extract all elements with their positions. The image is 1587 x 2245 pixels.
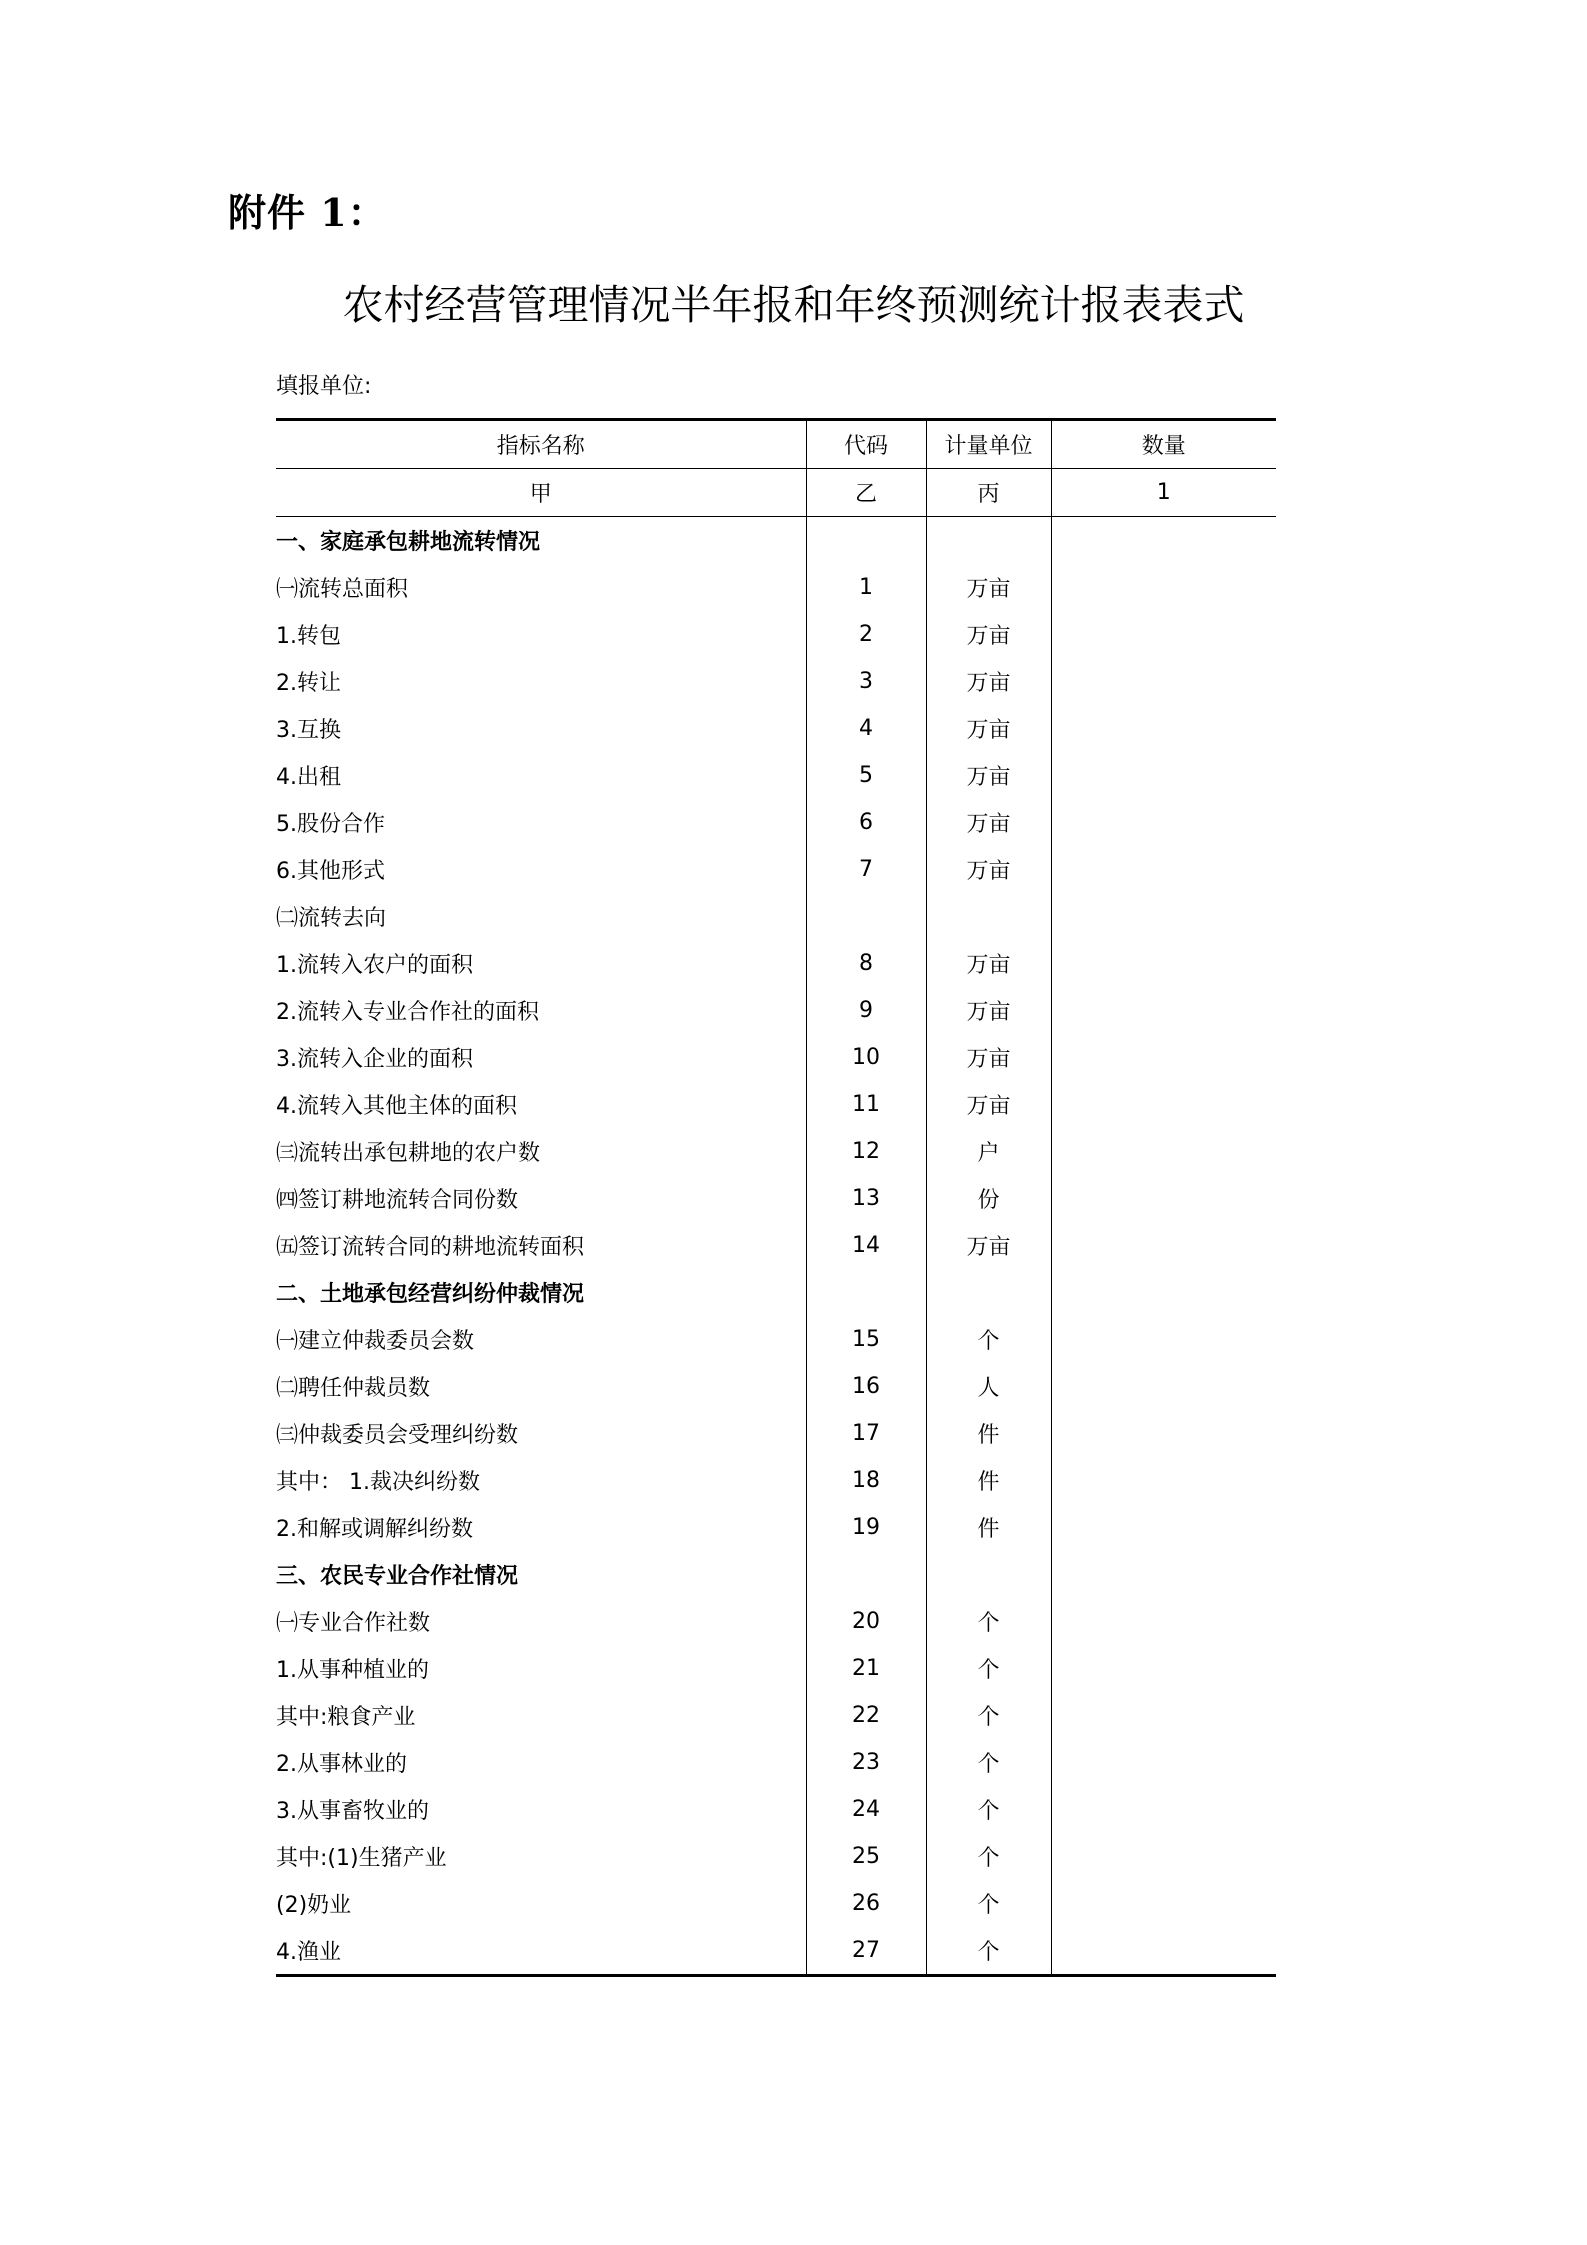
row-indicator-name: 2.转让 — [276, 671, 341, 696]
row-quantity-input[interactable] — [1051, 1034, 1276, 1081]
row-code — [806, 517, 926, 565]
row-code: 27 — [806, 1927, 926, 1976]
row-indicator-name: 4.渔业 — [276, 1927, 806, 1976]
row-unit: 个 — [926, 1880, 1051, 1927]
row-indicator-name: 6.其他形式 — [276, 859, 385, 884]
table-row — [276, 940, 1276, 987]
table-row — [276, 1504, 1276, 1551]
row-code: 5 — [806, 752, 926, 799]
row-quantity-input[interactable] — [1051, 1269, 1276, 1316]
row-indicator-name: 一、家庭承包耕地流转情况 — [276, 517, 806, 565]
row-indicator-name: ㈠建立仲裁委员会数 — [276, 1329, 475, 1354]
table-row — [276, 1598, 1276, 1645]
table-row — [276, 1457, 1276, 1504]
row-unit: 万亩 — [926, 752, 1051, 799]
row-indicator-name: ㈡聘任仲裁员数 — [276, 1376, 431, 1401]
row-quantity-input[interactable] — [1051, 1175, 1276, 1222]
row-unit: 万亩 — [926, 846, 1051, 893]
table-row — [276, 658, 1276, 705]
table-row — [276, 1833, 1276, 1880]
table-row — [276, 517, 1276, 565]
row-code: 19 — [806, 1504, 926, 1551]
row-quantity-input[interactable] — [1051, 1833, 1276, 1880]
row-code: 17 — [806, 1410, 926, 1457]
row-quantity-input[interactable] — [1051, 752, 1276, 799]
row-indicator-name: ㈢流转出承包耕地的农户数 — [276, 1141, 541, 1166]
attachment-label: 附件 1： — [228, 190, 387, 235]
table-row — [276, 1551, 1276, 1598]
row-quantity-input[interactable] — [1051, 1081, 1276, 1128]
row-unit: 万亩 — [926, 987, 1051, 1034]
row-unit: 件 — [926, 1504, 1051, 1551]
row-code: 3 — [806, 658, 926, 705]
row-quantity-input[interactable] — [1051, 1786, 1276, 1833]
row-indicator-name: 3.从事畜牧业的 — [276, 1799, 429, 1824]
row-quantity-input[interactable] — [1051, 1598, 1276, 1645]
row-unit: 万亩 — [926, 564, 1051, 611]
row-indicator-name: 三、农民专业合作社情况 — [276, 1564, 519, 1589]
table-row — [276, 1927, 1276, 1976]
row-code: 25 — [806, 1833, 926, 1880]
row-code: 11 — [806, 1081, 926, 1128]
table-row — [276, 1645, 1276, 1692]
header-cell-code: 代码 — [806, 420, 926, 469]
row-quantity-input[interactable] — [1051, 1316, 1276, 1363]
row-unit: 万亩 — [926, 1222, 1051, 1269]
table-subheader-row — [276, 469, 1276, 517]
row-unit: 万亩 — [926, 705, 1051, 752]
table-row — [276, 611, 1276, 658]
row-unit: 个 — [926, 1316, 1051, 1363]
row-indicator-name: ㈢仲裁委员会受理纠纷数 — [276, 1423, 519, 1448]
row-indicator-name: 2.流转入专业合作社的面积 — [276, 1000, 539, 1025]
row-unit — [926, 517, 1051, 565]
row-quantity-input[interactable] — [1051, 1457, 1276, 1504]
row-indicator-name: 1.转包 — [276, 624, 341, 649]
row-unit: 万亩 — [926, 799, 1051, 846]
table-row — [276, 752, 1276, 799]
table-header-row — [276, 420, 1276, 469]
row-unit: 万亩 — [926, 940, 1051, 987]
row-quantity-input[interactable] — [1051, 1222, 1276, 1269]
row-code — [806, 893, 926, 940]
row-unit: 件 — [926, 1457, 1051, 1504]
row-unit: 个 — [926, 1598, 1051, 1645]
row-quantity-input[interactable] — [1051, 987, 1276, 1034]
row-indicator-name: 其中:(1)生猪产业 — [276, 1846, 447, 1871]
row-unit: 万亩 — [926, 1081, 1051, 1128]
page-title: 农村经营管理情况半年报和年终预测统计报表表式 — [342, 281, 1245, 329]
row-quantity-input[interactable] — [1051, 564, 1276, 611]
subheader-cell-name: 甲 — [276, 469, 806, 517]
row-code: 4 — [806, 705, 926, 752]
row-quantity-input[interactable] — [1051, 611, 1276, 658]
table-row — [276, 799, 1276, 846]
table-row — [276, 1269, 1276, 1316]
row-indicator-name: 其中： 1.裁决纠纷数 — [276, 1470, 480, 1495]
row-indicator-name: 4.出租 — [276, 765, 341, 790]
row-quantity-input[interactable] — [1051, 1504, 1276, 1551]
row-code: 7 — [806, 846, 926, 893]
row-code: 10 — [806, 1034, 926, 1081]
table-row — [276, 1034, 1276, 1081]
row-unit: 件 — [926, 1410, 1051, 1457]
row-quantity-input[interactable] — [1051, 940, 1276, 987]
row-code: 24 — [806, 1786, 926, 1833]
row-quantity-input[interactable] — [1051, 1128, 1276, 1175]
table-row — [276, 893, 1276, 940]
row-quantity-input[interactable] — [1051, 1739, 1276, 1786]
row-code: 18 — [806, 1457, 926, 1504]
header-cell-unit: 计量单位 — [926, 420, 1051, 469]
row-quantity-input[interactable] — [1051, 1927, 1276, 1976]
row-code: 1 — [806, 564, 926, 611]
row-indicator-name: 1.从事种植业的 — [276, 1658, 429, 1683]
table-row — [276, 705, 1276, 752]
row-code: 16 — [806, 1363, 926, 1410]
row-code — [806, 1551, 926, 1598]
row-code: 22 — [806, 1692, 926, 1739]
table-row — [276, 846, 1276, 893]
row-unit — [926, 893, 1051, 940]
row-quantity-input[interactable] — [1051, 1692, 1276, 1739]
subheader-cell-code: 乙 — [806, 469, 926, 517]
table-row — [276, 1222, 1276, 1269]
filler-unit-label: 填报单位: — [276, 374, 372, 399]
row-indicator-name: 二、土地承包经营纠纷仲裁情况 — [276, 1282, 585, 1307]
row-unit: 万亩 — [926, 658, 1051, 705]
subheader-cell-unit: 丙 — [926, 469, 1051, 517]
row-indicator-name: (2)奶业 — [276, 1893, 352, 1918]
row-unit: 万亩 — [926, 1034, 1051, 1081]
table-row — [276, 1410, 1276, 1457]
row-code: 15 — [806, 1316, 926, 1363]
row-quantity-input[interactable] — [1051, 658, 1276, 705]
row-quantity-input[interactable] — [1051, 799, 1276, 846]
table-row — [276, 1739, 1276, 1786]
table-row — [276, 1786, 1276, 1833]
row-unit: 户 — [926, 1128, 1051, 1175]
row-code: 12 — [806, 1128, 926, 1175]
row-indicator-name: 4.流转入其他主体的面积 — [276, 1094, 517, 1119]
row-unit: 人 — [926, 1363, 1051, 1410]
row-unit: 个 — [926, 1927, 1051, 1976]
row-unit: 万亩 — [926, 611, 1051, 658]
row-indicator-name: ㈡流转去向 — [276, 906, 387, 931]
row-quantity-input[interactable] — [1051, 1551, 1276, 1598]
row-unit: 份 — [926, 1175, 1051, 1222]
row-indicator-name: 3.互换 — [276, 718, 341, 743]
row-indicator-name: 1.流转入农户的面积 — [276, 953, 473, 978]
row-indicator-name: ㈣签订耕地流转合同份数 — [276, 1188, 519, 1213]
subheader-cell-quantity: 1 — [1051, 469, 1276, 517]
row-code: 23 — [806, 1739, 926, 1786]
table-row — [276, 1316, 1276, 1363]
row-indicator-name: 2.和解或调解纠纷数 — [276, 1517, 473, 1542]
table-row — [276, 1081, 1276, 1128]
row-indicator-name: ㈠流转总面积 — [276, 577, 409, 602]
row-quantity-input[interactable] — [1051, 705, 1276, 752]
row-unit — [926, 1551, 1051, 1598]
row-quantity-input[interactable] — [1051, 846, 1276, 893]
row-quantity-input[interactable] — [1051, 1363, 1276, 1410]
row-code: 14 — [806, 1222, 926, 1269]
row-unit: 个 — [926, 1786, 1051, 1833]
row-code: 9 — [806, 987, 926, 1034]
row-indicator-name: 3.流转入企业的面积 — [276, 1047, 473, 1072]
row-code: 26 — [806, 1880, 926, 1927]
row-indicator-name: 5.股份合作 — [276, 812, 385, 837]
table-row — [276, 987, 1276, 1034]
row-code: 13 — [806, 1175, 926, 1222]
table-row — [276, 1692, 1276, 1739]
row-quantity-input[interactable] — [1051, 893, 1276, 940]
table-row — [276, 564, 1276, 611]
table-body — [276, 517, 1276, 1976]
table-row — [276, 1880, 1276, 1927]
row-quantity-input[interactable] — [1051, 1880, 1276, 1927]
row-unit — [926, 1269, 1051, 1316]
report-table-container — [276, 418, 1276, 1977]
row-code: 6 — [806, 799, 926, 846]
row-quantity-input[interactable] — [1051, 1645, 1276, 1692]
row-indicator-name: 2.从事林业的 — [276, 1752, 407, 1777]
header-cell-quantity: 数量 — [1051, 420, 1276, 469]
report-table — [276, 418, 1276, 1977]
table-header — [276, 420, 1276, 517]
table-row — [276, 1128, 1276, 1175]
table-row — [276, 1175, 1276, 1222]
row-unit: 个 — [926, 1739, 1051, 1786]
row-code — [806, 1269, 926, 1316]
row-code: 8 — [806, 940, 926, 987]
row-code: 21 — [806, 1645, 926, 1692]
row-indicator-name: ㈤签订流转合同的耕地流转面积 — [276, 1235, 585, 1260]
row-indicator-name: 其中:粮食产业 — [276, 1705, 416, 1730]
row-indicator-name: ㈠专业合作社数 — [276, 1611, 431, 1636]
row-unit: 个 — [926, 1645, 1051, 1692]
row-code: 20 — [806, 1598, 926, 1645]
table-row — [276, 1363, 1276, 1410]
row-quantity-input[interactable] — [1051, 1410, 1276, 1457]
row-unit: 个 — [926, 1692, 1051, 1739]
header-cell-name: 指标名称 — [276, 420, 806, 469]
row-unit: 个 — [926, 1833, 1051, 1880]
row-code: 2 — [806, 611, 926, 658]
row-quantity-input[interactable] — [1051, 517, 1276, 565]
